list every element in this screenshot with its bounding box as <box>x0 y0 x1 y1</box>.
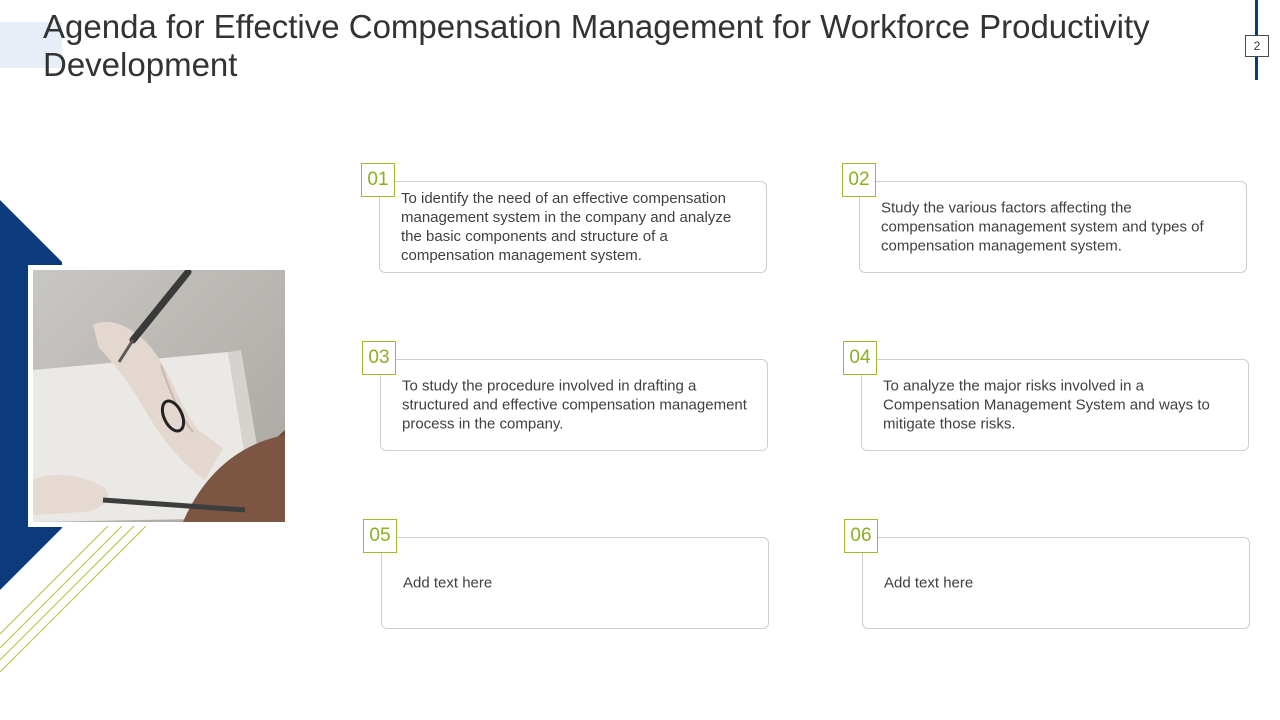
agenda-number-01: 01 <box>361 163 395 197</box>
page-number: 2 <box>1245 35 1269 57</box>
agenda-card-01 <box>379 181 767 273</box>
agenda-text-06: Add text here <box>884 574 974 592</box>
agenda-number-06: 06 <box>844 519 878 553</box>
agenda-number-03: 03 <box>362 341 396 375</box>
agenda-card-03 <box>380 359 768 451</box>
agenda-text-04: To analyze the major risks involved in a Compensation Management System and ways to mitigate those risks. <box>883 377 1210 433</box>
agenda-card-02 <box>859 181 1247 273</box>
agenda-number-05: 05 <box>363 519 397 553</box>
agenda-number-04: 04 <box>843 341 877 375</box>
agenda-text-05: Add text here <box>403 574 493 592</box>
slide-title: Agenda for Effective Compensation Management for Workforce Productivity Development <box>43 8 1150 83</box>
agenda-text-01: To identify the need of an effective compensation management system in the company and analyze the basic components and structure of a compensation management system. <box>401 190 732 264</box>
agenda-number-02: 02 <box>842 163 876 197</box>
agenda-card-04 <box>861 359 1249 451</box>
agenda-card-05 <box>381 537 769 629</box>
writing-hand-photo <box>33 270 285 522</box>
agenda-text-02: Study the various factors affecting the compensation management system and types of compensation management system. <box>881 199 1204 255</box>
agenda-text-03: To study the procedure involved in drafting a structured and effective compensation management process in the company. <box>402 377 747 433</box>
agenda-card-06 <box>862 537 1250 629</box>
